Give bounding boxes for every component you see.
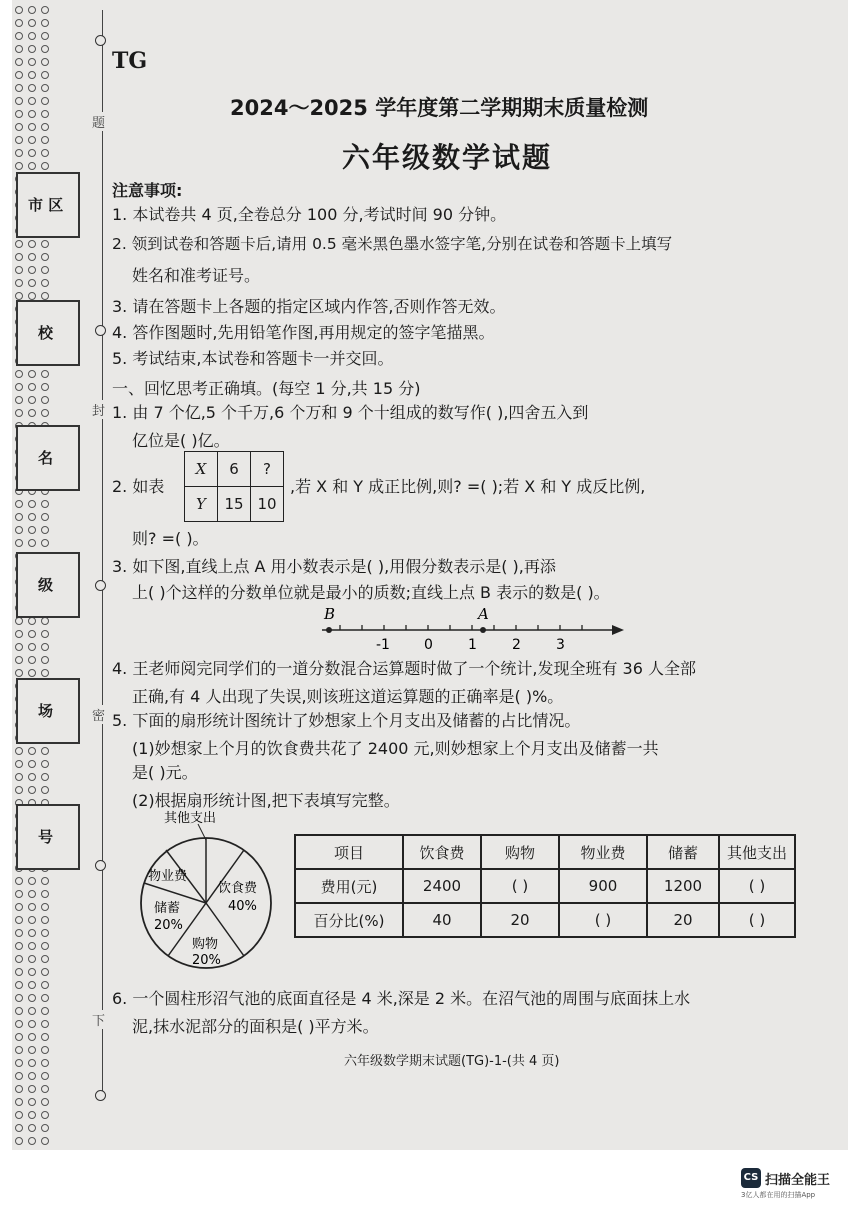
- pie-label-savings-pct: 20%: [154, 918, 183, 933]
- binding-hole: [28, 45, 36, 53]
- binding-hole: [41, 1020, 49, 1028]
- exam-paper: [12, 0, 848, 1150]
- binding-hole: [28, 1137, 36, 1145]
- binding-hole: [41, 955, 49, 963]
- binding-hole: [41, 903, 49, 911]
- binding-hole: [41, 396, 49, 404]
- binding-hole: [15, 1085, 23, 1093]
- binding-hole: [41, 942, 49, 950]
- binding-hole: [15, 97, 23, 105]
- tick-label: -1: [376, 637, 390, 653]
- question-6-cont: 泥,抹水泥部分的面积是( )平方米。: [132, 1017, 379, 1036]
- binding-hole: [15, 396, 23, 404]
- binding-hole: [15, 669, 23, 677]
- binding-hole: [41, 786, 49, 794]
- binding-hole: [15, 1098, 23, 1106]
- binding-hole: [41, 643, 49, 651]
- binding-hole: [28, 162, 36, 170]
- binding-hole: [41, 383, 49, 391]
- binding-char: 密: [92, 705, 105, 724]
- binding-hole: [15, 968, 23, 976]
- binding-hole: [41, 994, 49, 1002]
- binding-hole: [15, 760, 23, 768]
- binding-hole: [15, 877, 23, 885]
- stats-row-percent: 百分比(%) 40 20 ( ) 20 ( ): [295, 903, 795, 937]
- stats-header-row: 项目 饮食费 购物 物业费 储蓄 其他支出: [295, 835, 795, 869]
- binding-hole: [15, 1111, 23, 1119]
- tick-label: 1: [468, 637, 477, 653]
- binding-hole: [28, 643, 36, 651]
- question-4: 4. 王老师阅完同学们的一道分数混合运算题时做了一个统计,发现全班有 36 人全部: [112, 659, 696, 678]
- pie-divider: [144, 883, 206, 903]
- binding-hole: [15, 656, 23, 664]
- point-b-dot: [326, 627, 332, 633]
- binding-line: [102, 10, 103, 1100]
- page-footer: 六年级数学期末试题(TG)-1-(共 4 页): [344, 1054, 560, 1069]
- binding-hole: [15, 266, 23, 274]
- binding-hole: [15, 136, 23, 144]
- question-5-sub1-cont: 是( )元。: [132, 763, 198, 782]
- binding-hole: [15, 929, 23, 937]
- binding-hole: [28, 760, 36, 768]
- side-box-room: 场: [16, 678, 80, 744]
- side-box-name: 名: [16, 425, 80, 491]
- binding-hole: [28, 149, 36, 157]
- question-5-sub1: (1)妙想家上个月的饮食费共花了 2400 元,则妙想家上个月支出及储蓄一共: [132, 739, 659, 758]
- binding-hole: [41, 1111, 49, 1119]
- binding-hole: [15, 45, 23, 53]
- binding-hole: [41, 669, 49, 677]
- binding-hole: [41, 513, 49, 521]
- binding-hole: [28, 669, 36, 677]
- binding-hole: [41, 617, 49, 625]
- binding-hole: [15, 773, 23, 781]
- binding-hole: [15, 370, 23, 378]
- binding-hole: [41, 1098, 49, 1106]
- binding-hole: [28, 1020, 36, 1028]
- binding-hole: [28, 1111, 36, 1119]
- binding-hole: [41, 136, 49, 144]
- binding-hole: [15, 383, 23, 391]
- binding-hole: [41, 45, 49, 53]
- binding-hole: [15, 994, 23, 1002]
- binding-hole: [41, 890, 49, 898]
- binding-circle: [95, 1090, 106, 1101]
- binding-hole: [15, 149, 23, 157]
- binding-hole: [28, 110, 36, 118]
- binding-hole: [15, 942, 23, 950]
- binding-hole: [15, 890, 23, 898]
- binding-hole: [28, 656, 36, 664]
- notes-heading: 注意事项:: [112, 181, 183, 200]
- binding-hole: [41, 279, 49, 287]
- binding-hole: [41, 773, 49, 781]
- binding-hole: [28, 409, 36, 417]
- question-1: 1. 由 7 个亿,5 个千万,6 个万和 9 个十组成的数写作( ),四舍五入到: [112, 403, 589, 422]
- binding-hole: [28, 292, 36, 300]
- binding-hole: [41, 253, 49, 261]
- side-box-number: 号: [16, 804, 80, 870]
- binding-hole: [15, 84, 23, 92]
- binding-hole: [41, 981, 49, 989]
- pie-label-property: 物业费: [148, 869, 188, 884]
- question-6: 6. 一个圆柱形沼气池的底面直径是 4 米,深是 2 米。在沼气池的周围与底面抹上水: [112, 989, 691, 1008]
- question-3-cont: 上( )个这样的分数单位就是最小的质数;直线上点 B 表示的数是( )。: [132, 583, 610, 602]
- binding-hole: [15, 1072, 23, 1080]
- binding-hole: [15, 32, 23, 40]
- binding-hole: [28, 123, 36, 131]
- binding-hole: [15, 1033, 23, 1041]
- stats-table: [294, 834, 796, 938]
- exam-subject: 六年级数学试题: [342, 141, 553, 174]
- tick-label: 3: [556, 637, 565, 653]
- scanner-brand: [741, 1168, 830, 1200]
- binding-hole: [15, 71, 23, 79]
- xy-table: X 6 ? Y 15 10: [184, 451, 284, 522]
- binding-hole: [41, 240, 49, 248]
- binding-hole: [28, 955, 36, 963]
- binding-hole: [41, 58, 49, 66]
- tick-label: 0: [424, 637, 433, 653]
- binding-hole: [28, 383, 36, 391]
- binding-hole: [41, 916, 49, 924]
- binding-hole: [28, 253, 36, 261]
- side-box-class: 级: [16, 552, 80, 618]
- binding-hole: [28, 968, 36, 976]
- binding-hole: [28, 1046, 36, 1054]
- question-5-sub2: (2)根据扇形统计图,把下表填写完整。: [132, 791, 400, 810]
- binding-hole: [28, 942, 36, 950]
- binding-circle: [95, 35, 106, 46]
- point-a-dot: [480, 627, 486, 633]
- binding-hole: [15, 747, 23, 755]
- binding-hole: [28, 396, 36, 404]
- pie-chart: [126, 808, 286, 978]
- binding-hole: [15, 643, 23, 651]
- binding-hole: [41, 149, 49, 157]
- binding-hole: [15, 1007, 23, 1015]
- binding-hole: [28, 58, 36, 66]
- binding-hole: [15, 630, 23, 638]
- binding-hole: [41, 71, 49, 79]
- binding-hole: [41, 409, 49, 417]
- binding-hole: [15, 6, 23, 14]
- binding-hole: [28, 1124, 36, 1132]
- note-item: 1. 本试卷共 4 页,全卷总分 100 分,考试时间 90 分钟。: [112, 205, 507, 224]
- question-1-cont: 亿位是( )亿。: [132, 431, 230, 450]
- point-b-label: B: [324, 605, 336, 623]
- binding-hole: [41, 110, 49, 118]
- pie-label-shopping-pct: 20%: [192, 953, 221, 968]
- binding-hole: [28, 903, 36, 911]
- binding-hole: [15, 123, 23, 131]
- binding-hole: [15, 981, 23, 989]
- binding-hole: [28, 32, 36, 40]
- binding-hole: [28, 266, 36, 274]
- binding-hole: [28, 526, 36, 534]
- binding-hole: [28, 370, 36, 378]
- binding-hole: [28, 1098, 36, 1106]
- binding-hole: [15, 903, 23, 911]
- pie-label-other: 其他支出: [164, 811, 217, 826]
- binding-char: 封: [92, 400, 105, 419]
- binding-hole: [28, 1085, 36, 1093]
- binding-hole: [41, 370, 49, 378]
- binding-hole: [15, 240, 23, 248]
- binding-circle: [95, 580, 106, 591]
- binding-circle: [95, 325, 106, 336]
- binding-hole: [15, 513, 23, 521]
- exam-session: 2024～2025 学年度第二学期期末质量检测: [230, 96, 649, 120]
- binding-hole: [28, 786, 36, 794]
- binding-hole: [28, 994, 36, 1002]
- binding-hole: [15, 1124, 23, 1132]
- binding-hole: [15, 253, 23, 261]
- binding-hole: [41, 97, 49, 105]
- note-item: 4. 答作图题时,先用铅笔作图,再用规定的签字笔描黑。: [112, 323, 495, 342]
- pie-label-food-pct: 40%: [228, 899, 257, 914]
- note-item: 姓名和准考证号。: [132, 266, 261, 285]
- brand-name: 扫描全能王: [765, 1172, 831, 1188]
- binding-hole: [15, 110, 23, 118]
- binding-hole: [41, 266, 49, 274]
- binding-hole: [15, 19, 23, 27]
- pie-label-food: 饮食费: [218, 881, 258, 896]
- binding-hole: [28, 513, 36, 521]
- brand-logo-icon: CS: [741, 1168, 761, 1188]
- binding-hole: [15, 916, 23, 924]
- binding-char: 下: [92, 1010, 105, 1029]
- binding-hole: [28, 617, 36, 625]
- binding-hole: [28, 630, 36, 638]
- binding-hole: [28, 877, 36, 885]
- stats-row-cost: 费用(元) 2400 ( ) 900 1200 ( ): [295, 869, 795, 903]
- binding-hole: [28, 773, 36, 781]
- binding-hole: [15, 539, 23, 547]
- pie-label-shopping: 购物: [192, 937, 219, 952]
- tick-label: 2: [512, 637, 521, 653]
- binding-hole: [41, 1072, 49, 1080]
- brand-tagline: 3亿人都在用的扫描App: [741, 1191, 816, 1199]
- binding-hole: [28, 84, 36, 92]
- binding-hole: [41, 747, 49, 755]
- binding-hole: [41, 877, 49, 885]
- binding-hole: [41, 123, 49, 131]
- binding-hole: [41, 1046, 49, 1054]
- binding-hole: [15, 58, 23, 66]
- binding-hole: [41, 760, 49, 768]
- binding-hole: [41, 1033, 49, 1041]
- binding-hole: [41, 526, 49, 534]
- binding-hole: [15, 162, 23, 170]
- binding-hole: [41, 656, 49, 664]
- point-a-label: A: [478, 605, 489, 623]
- question-2: ,若 X 和 Y 成正比例,则? =( );若 X 和 Y 成反比例,: [290, 477, 646, 496]
- binding-hole: [28, 890, 36, 898]
- binding-hole: [28, 71, 36, 79]
- binding-hole: [15, 1059, 23, 1067]
- binding-hole: [28, 240, 36, 248]
- note-item: 2. 领到试卷和答题卡后,请用 0.5 毫米黑色墨水签字笔,分别在试卷和答题卡上填写: [112, 235, 673, 253]
- binding-hole: [41, 292, 49, 300]
- side-box-district: 市 区: [16, 172, 80, 238]
- binding-hole: [15, 955, 23, 963]
- question-5: 5. 下面的扇形统计图统计了妙想家上个月支出及储蓄的占比情况。: [112, 711, 581, 730]
- binding-hole: [28, 539, 36, 547]
- binding-hole: [41, 19, 49, 27]
- binding-hole: [41, 500, 49, 508]
- binding-hole: [15, 279, 23, 287]
- binding-hole: [41, 1085, 49, 1093]
- question-4-cont: 正确,有 4 人出现了失误,则该班这道运算题的正确率是( )%。: [132, 687, 564, 706]
- question-3: 3. 如下图,直线上点 A 用小数表示是( ),用假分数表示是( ),再添: [112, 557, 556, 576]
- binding-hole: [28, 1007, 36, 1015]
- binding-hole: [28, 279, 36, 287]
- binding-hole: [41, 630, 49, 638]
- binding-char: 题: [92, 112, 105, 131]
- question-2-cont: 则? =( )。: [132, 529, 209, 548]
- binding-hole: [41, 162, 49, 170]
- binding-hole: [28, 19, 36, 27]
- section-title: 一、回忆思考正确填。(每空 1 分,共 15 分): [112, 379, 421, 398]
- side-box-school: 校: [16, 300, 80, 366]
- binding-hole: [15, 1046, 23, 1054]
- question-2-prefix: 2. 如表: [112, 477, 165, 496]
- number-line-arrow: [612, 625, 624, 635]
- binding-hole: [41, 32, 49, 40]
- binding-hole: [28, 1072, 36, 1080]
- binding-hole: [28, 136, 36, 144]
- binding-hole: [41, 6, 49, 14]
- binding-hole: [28, 1033, 36, 1041]
- binding-hole: [15, 292, 23, 300]
- number-line: [312, 600, 632, 656]
- binding-hole: [28, 500, 36, 508]
- binding-hole: [15, 1020, 23, 1028]
- binding-hole: [41, 539, 49, 547]
- binding-hole: [15, 526, 23, 534]
- binding-hole: [28, 747, 36, 755]
- binding-hole: [28, 97, 36, 105]
- binding-hole: [15, 1137, 23, 1145]
- binding-hole: [15, 617, 23, 625]
- binding-hole: [15, 500, 23, 508]
- binding-hole: [41, 1124, 49, 1132]
- binding-hole: [41, 929, 49, 937]
- binding-hole: [28, 929, 36, 937]
- binding-hole: [15, 786, 23, 794]
- binding-hole: [28, 1059, 36, 1067]
- binding-hole: [41, 968, 49, 976]
- binding-hole: [28, 6, 36, 14]
- note-item: 3. 请在答题卡上各题的指定区域内作答,否则作答无效。: [112, 297, 506, 316]
- binding-hole: [41, 1137, 49, 1145]
- binding-hole: [41, 1059, 49, 1067]
- binding-hole: [41, 1007, 49, 1015]
- binding-hole: [15, 409, 23, 417]
- binding-hole: [28, 916, 36, 924]
- exam-tag: TG: [112, 48, 148, 74]
- pie-label-savings: 储蓄: [154, 901, 181, 916]
- note-item: 5. 考试结束,本试卷和答题卡一并交回。: [112, 349, 394, 368]
- binding-hole: [28, 981, 36, 989]
- binding-hole: [41, 84, 49, 92]
- binding-circle: [95, 860, 106, 871]
